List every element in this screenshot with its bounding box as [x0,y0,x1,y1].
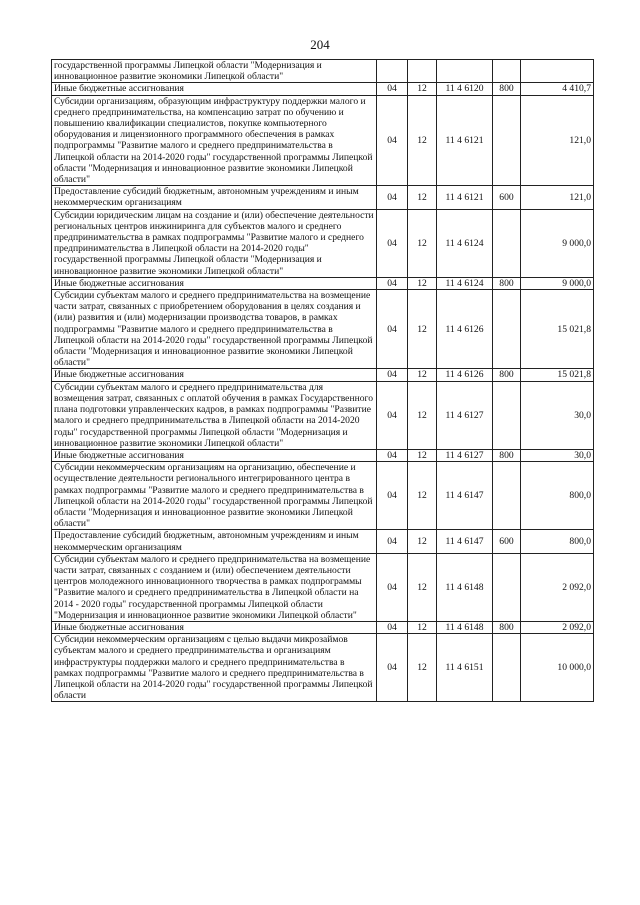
table-row [52,449,594,461]
row-name-cell: Субсидии некоммерческим организациям с целью выдачи микрозаймов субъектам малого и среднего предпринимательства и организациям инфраструктуры поддержки малого и среднего предпринимательства в рамках подпрограммы "Развитие малого и среднего предпринимательства в Липецкой области на 2014-2020 годы" государственной программы Липецкой области [52,634,377,702]
target-article-cell: 11 4 6151 [437,634,493,702]
section-code-cell: 04 [377,209,408,277]
row-name-cell: Субсидии субъектам малого и среднего предпринимательства на возмещение части затрат, связанных с приобретением оборудования в целях создания и (или) развития и (или) модернизации производства товаров, в рамках подпрограммы "Развитие малого и среднего предпринимательства в Липецкой области на 2014-2020 годы" государственной программы Липецкой области "Модернизация и инновационное развитие экономики Липецкой области" [52,290,377,369]
section-code-cell [377,60,408,83]
amount-cell: 800,0 [521,530,594,553]
section-code-cell: 04 [377,621,408,633]
section-code-cell: 04 [377,462,408,530]
target-article-cell: 11 4 6124 [437,209,493,277]
row-name-cell: Иные бюджетные ассигнования [52,449,377,461]
section-code-cell: 04 [377,83,408,95]
section-code-cell: 04 [377,530,408,553]
amount-cell [521,60,594,83]
table-row [52,95,594,186]
amount-cell: 30,0 [521,381,594,449]
amount-cell: 9 000,0 [521,277,594,289]
amount-cell: 2 092,0 [521,553,594,621]
table-row [52,530,594,553]
table-row [52,621,594,633]
table-row [52,209,594,277]
subsection-code-cell: 12 [408,209,437,277]
section-code-cell: 04 [377,553,408,621]
table-row [52,60,594,83]
target-article-cell: 11 4 6127 [437,381,493,449]
row-name-cell: Иные бюджетные ассигнования [52,83,377,95]
target-article-cell: 11 4 6121 [437,186,493,209]
subsection-code-cell: 12 [408,290,437,369]
expense-type-cell [493,60,521,83]
target-article-cell: 11 4 6148 [437,553,493,621]
subsection-code-cell: 12 [408,381,437,449]
subsection-code-cell: 12 [408,369,437,381]
expense-type-cell [493,634,521,702]
table-row [52,83,594,95]
target-article-cell: 11 4 6127 [437,449,493,461]
table-row [52,290,594,369]
subsection-code-cell: 12 [408,449,437,461]
expense-type-cell: 800 [493,369,521,381]
row-name-cell: Предоставление субсидий бюджетным, автономным учреждениям и иным некоммерческим организациям [52,530,377,553]
target-article-cell: 11 4 6124 [437,277,493,289]
budget-table [51,59,594,702]
section-code-cell: 04 [377,381,408,449]
subsection-code-cell: 12 [408,621,437,633]
section-code-cell: 04 [377,369,408,381]
row-name-cell: Субсидии юридическим лицам на создание и (или) обеспечение деятельности региональных центров инжиниринга для субъектов малого и среднего предпринимательства в рамках подпрограммы "Развитие малого и среднего предпринимательства в Липецкой области на 2014-2020 годы" государственной программы Липецкой области "Модернизация и инновационное развитие экономики Липецкой области" [52,209,377,277]
subsection-code-cell: 12 [408,553,437,621]
subsection-code-cell: 12 [408,634,437,702]
subsection-code-cell: 12 [408,462,437,530]
section-code-cell: 04 [377,449,408,461]
amount-cell: 121,0 [521,186,594,209]
subsection-code-cell [408,60,437,83]
row-name-cell: Субсидии субъектам малого и среднего предпринимательства на возмещение части затрат, связанных с созданием и (или) обеспечением деятельности центров молодежного инновационного творчества в рамках подпрограммы "Развитие малого и среднего предпринимательства в Липецкой области на 2014 - 2020 годы" государственной программы Липецкой области "Модернизация и инновационное развитие экономики Липецкой области" [52,553,377,621]
amount-cell: 15 021,8 [521,290,594,369]
table-row [52,634,594,702]
row-name-cell: Предоставление субсидий бюджетным, автономным учреждениям и иным некоммерческим организациям [52,186,377,209]
target-article-cell: 11 4 6126 [437,369,493,381]
table-row [52,462,594,530]
table-row [52,186,594,209]
expense-type-cell [493,553,521,621]
subsection-code-cell: 12 [408,83,437,95]
table-row [52,553,594,621]
expense-type-cell [493,290,521,369]
amount-cell: 10 000,0 [521,634,594,702]
page-number: 204 [310,37,330,52]
expense-type-cell: 600 [493,186,521,209]
amount-cell: 30,0 [521,449,594,461]
target-article-cell [437,60,493,83]
expense-type-cell: 800 [493,449,521,461]
subsection-code-cell: 12 [408,277,437,289]
table-row [52,381,594,449]
expense-type-cell: 800 [493,621,521,633]
section-code-cell: 04 [377,290,408,369]
table-row [52,369,594,381]
row-name-cell: Субсидии организациям, образующим инфраструктуру поддержки малого и среднего предпринимательства, на компенсацию затрат по обучению и повышению квалификации специалистов, покупке компьютерного оборудования и лицензионного программного обеспечения в рамках подпрограммы "Развитие малого и среднего предпринимательства в Липецкой области на 2014-2020 годы" государственной программы Липецкой области "Модернизация и инновационное развитие экономики Липецкой области" [52,95,377,186]
section-code-cell: 04 [377,95,408,186]
amount-cell: 800,0 [521,462,594,530]
target-article-cell: 11 4 6126 [437,290,493,369]
target-article-cell: 11 4 6121 [437,95,493,186]
subsection-code-cell: 12 [408,95,437,186]
amount-cell: 15 021,8 [521,369,594,381]
table-row [52,277,594,289]
subsection-code-cell: 12 [408,186,437,209]
section-code-cell: 04 [377,186,408,209]
target-article-cell: 11 4 6148 [437,621,493,633]
subsection-code-cell: 12 [408,530,437,553]
target-article-cell: 11 4 6147 [437,530,493,553]
target-article-cell: 11 4 6120 [437,83,493,95]
amount-cell: 4 410,7 [521,83,594,95]
amount-cell: 2 092,0 [521,621,594,633]
row-name-cell: государственной программы Липецкой области "Модернизация и инновационное развитие экономики Липецкой области" [52,60,377,83]
row-name-cell: Субсидии субъектам малого и среднего предпринимательства для возмещения затрат, связанных с оплатой обучения в рамках Государственного плана подготовки управленческих кадров, в рамках подпрограммы "Развитие малого и среднего предпринимательства в Липецкой области на 2014-2020 годы" государственной программы Липецкой области "Модернизация и инновационное развитие экономики Липецкой области" [52,381,377,449]
budget-table-body [52,60,594,702]
expense-type-cell [493,95,521,186]
expense-type-cell: 800 [493,277,521,289]
row-name-cell: Иные бюджетные ассигнования [52,621,377,633]
amount-cell: 121,0 [521,95,594,186]
amount-cell: 9 000,0 [521,209,594,277]
section-code-cell: 04 [377,634,408,702]
section-code-cell: 04 [377,277,408,289]
expense-type-cell [493,462,521,530]
row-name-cell: Субсидии некоммерческим организациям на организацию, обеспечение и осуществление деятельности регионального интегрированного центра в рамках подпрограммы "Развитие малого и среднего предпринимательства в Липецкой области на 2014-2020 годы" государственной программы Липецкой области "Модернизация и инновационное развитие экономики Липецкой области" [52,462,377,530]
expense-type-cell [493,381,521,449]
target-article-cell: 11 4 6147 [437,462,493,530]
row-name-cell: Иные бюджетные ассигнования [52,277,377,289]
row-name-cell: Иные бюджетные ассигнования [52,369,377,381]
expense-type-cell: 800 [493,83,521,95]
expense-type-cell: 600 [493,530,521,553]
expense-type-cell [493,209,521,277]
